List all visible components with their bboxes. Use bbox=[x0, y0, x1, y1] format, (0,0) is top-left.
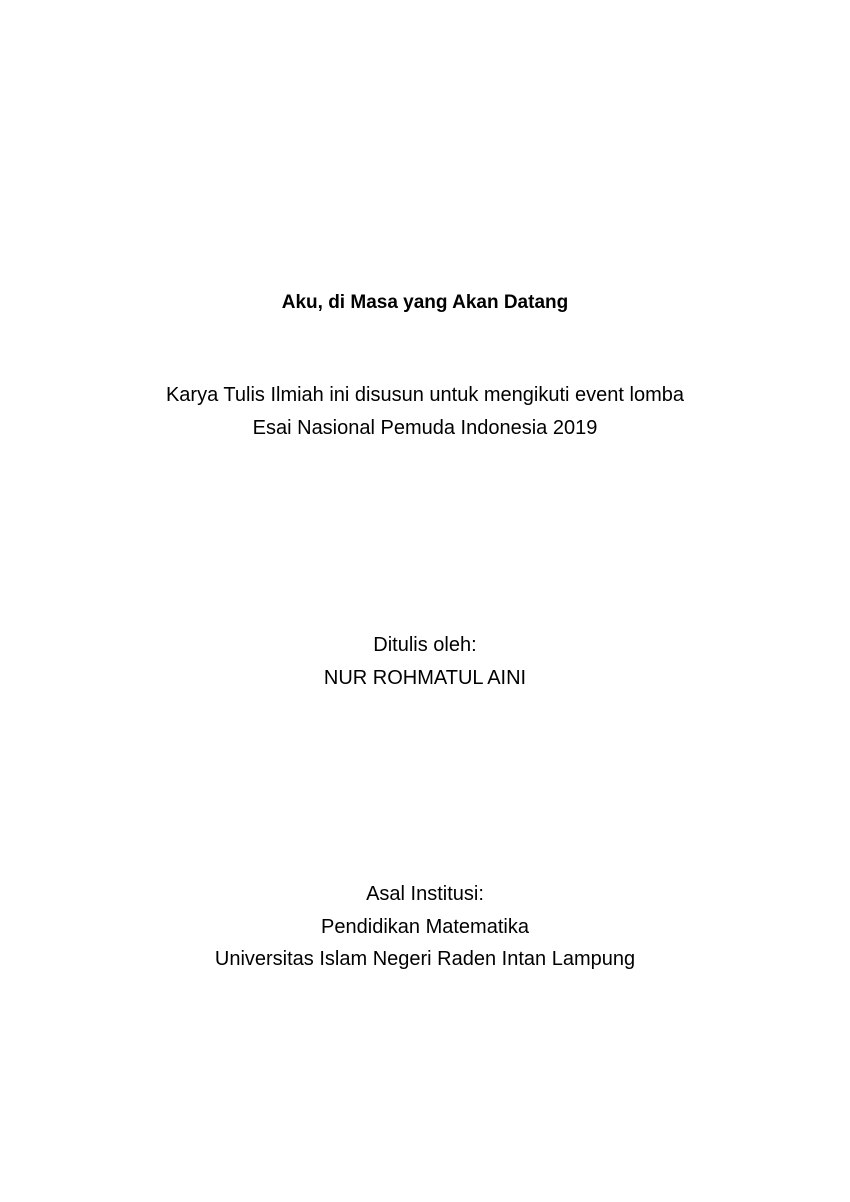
author-label: Ditulis oleh: bbox=[373, 634, 477, 656]
institution-department: Pendidikan Matematika bbox=[321, 916, 529, 938]
purpose-line-1: Karya Tulis Ilmiah ini disusun untuk mengikuti event lomba bbox=[165, 384, 685, 406]
document-title: Aku, di Masa yang Akan Datang bbox=[281, 292, 569, 313]
author-name: NUR ROHMATUL AINI bbox=[323, 667, 527, 689]
institution-university: Universitas Islam Negeri Raden Intan Lampung bbox=[214, 948, 636, 970]
purpose-line-2: Esai Nasional Pemuda Indonesia 2019 bbox=[252, 417, 598, 439]
institution-label: Asal Institusi: bbox=[366, 883, 484, 905]
